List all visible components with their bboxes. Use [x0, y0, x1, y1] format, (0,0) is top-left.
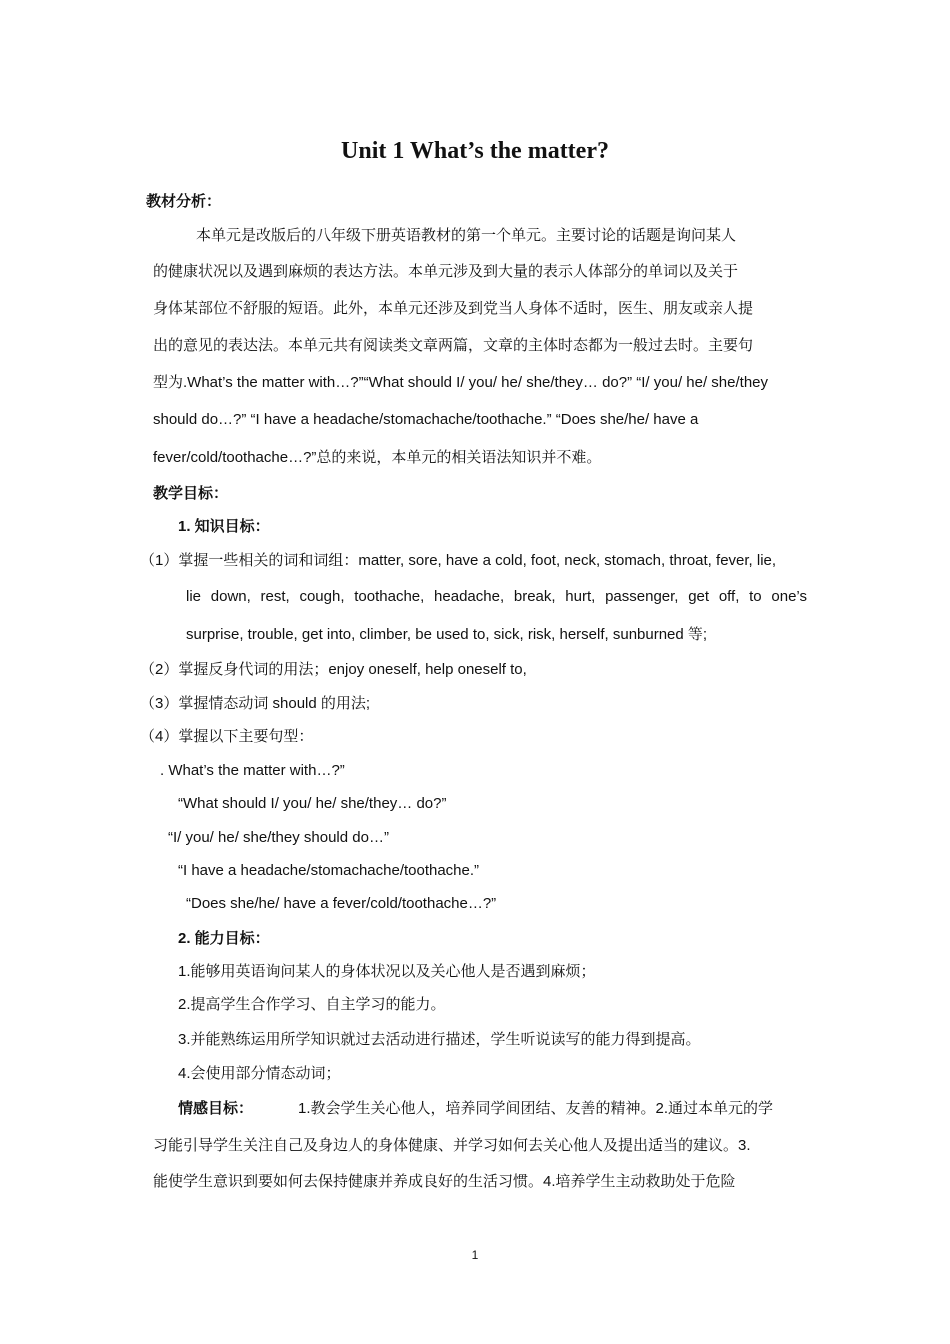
knowledge-item: （2）掌握反身代词的用法；enjoy oneself, help oneself to,	[140, 661, 527, 678]
analysis-line: 本单元是改版后的八年级下册英语教材的第一个单元。主要讨论的话题是询问某人	[196, 227, 737, 244]
sentence-pattern: “What should I/ you/ he/ she/they… do?”	[178, 795, 447, 812]
sentence-pattern: “Does she/he/ have a fever/cold/toothache…?”	[186, 895, 497, 912]
knowledge-item: （3）掌握情态动词 should 的用法;	[140, 695, 371, 712]
section-heading-analysis: 教材分析：	[146, 193, 222, 210]
knowledge-item: surprise, trouble, get into, climber, be used to, sick, risk, herself, sunburned 等;	[186, 626, 708, 643]
sentence-pattern: “I have a headache/stomachache/toothache.”	[178, 862, 480, 879]
emotion-line: 1.教会学生关心他人，培养同学间团结、友善的精神。2.通过本单元的学	[298, 1100, 774, 1117]
analysis-line: 的健康状况以及遇到麻烦的表达方法。本单元涉及到大量的表示人体部分的单词以及关于	[153, 263, 739, 280]
sentence-pattern: . What’s the matter with…?”	[160, 762, 345, 779]
page-number: 1	[471, 1248, 479, 1262]
knowledge-heading: 1. 知识目标：	[178, 518, 270, 535]
ability-item: 2.提高学生合作学习、自主学习的能力。	[178, 996, 446, 1013]
emotion-heading: 情感目标：	[178, 1100, 254, 1117]
analysis-line: should do…?” “I have a headache/stomachache/toothache.” “Does she/he/ have a	[153, 411, 699, 428]
sentence-pattern: “I/ you/ he/ she/they should do…”	[168, 829, 389, 846]
ability-heading: 2. 能力目标：	[178, 930, 270, 947]
knowledge-item: lie down, rest, cough, toothache, headache, break, hurt, passenger, get off, to one’s	[186, 588, 807, 605]
analysis-line: fever/cold/toothache…?”总的来说，本单元的相关语法知识并不难。	[153, 449, 602, 466]
emotion-line: 习能引导学生关注自己及身边人的身体健康、并学习如何去关心他人及提出适当的建议。3.	[153, 1137, 751, 1154]
knowledge-item: （4）掌握以下主要句型：	[140, 728, 314, 745]
analysis-line: 型为.What’s the matter with…?”“What should I/ you/ he/ she/they… do?” “I/ you/ he/ she/they	[153, 374, 769, 391]
emotion-line: 能使学生意识到要如何去保持健康并养成良好的生活习惯。4.培养学生主动救助处于危险	[153, 1173, 736, 1190]
ability-item: 4.会使用部分情态动词；	[178, 1065, 341, 1082]
analysis-line: 出的意见的表达法。本单元共有阅读类文章两篇，文章的主体时态都为一般过去时。主要句	[153, 337, 754, 354]
ability-item: 3.并能熟练运用所学知识就过去活动进行描述，学生听说读写的能力得到提高。	[178, 1031, 701, 1048]
knowledge-item: （1）掌握一些相关的词和词组：matter, sore, have a cold, foot, neck, stomach, throat, fever, lie,	[140, 552, 777, 569]
analysis-line: 身体某部位不舒服的短语。此外，本单元还涉及到党当人身体不适时，医生、朋友或亲人提	[153, 300, 754, 317]
section-heading-goals: 教学目标：	[153, 485, 229, 502]
ability-item: 1.能够用英语询问某人的身体状况以及关心他人是否遇到麻烦；	[178, 963, 596, 980]
page-title: Unit 1 What’s the matter?	[341, 138, 609, 164]
